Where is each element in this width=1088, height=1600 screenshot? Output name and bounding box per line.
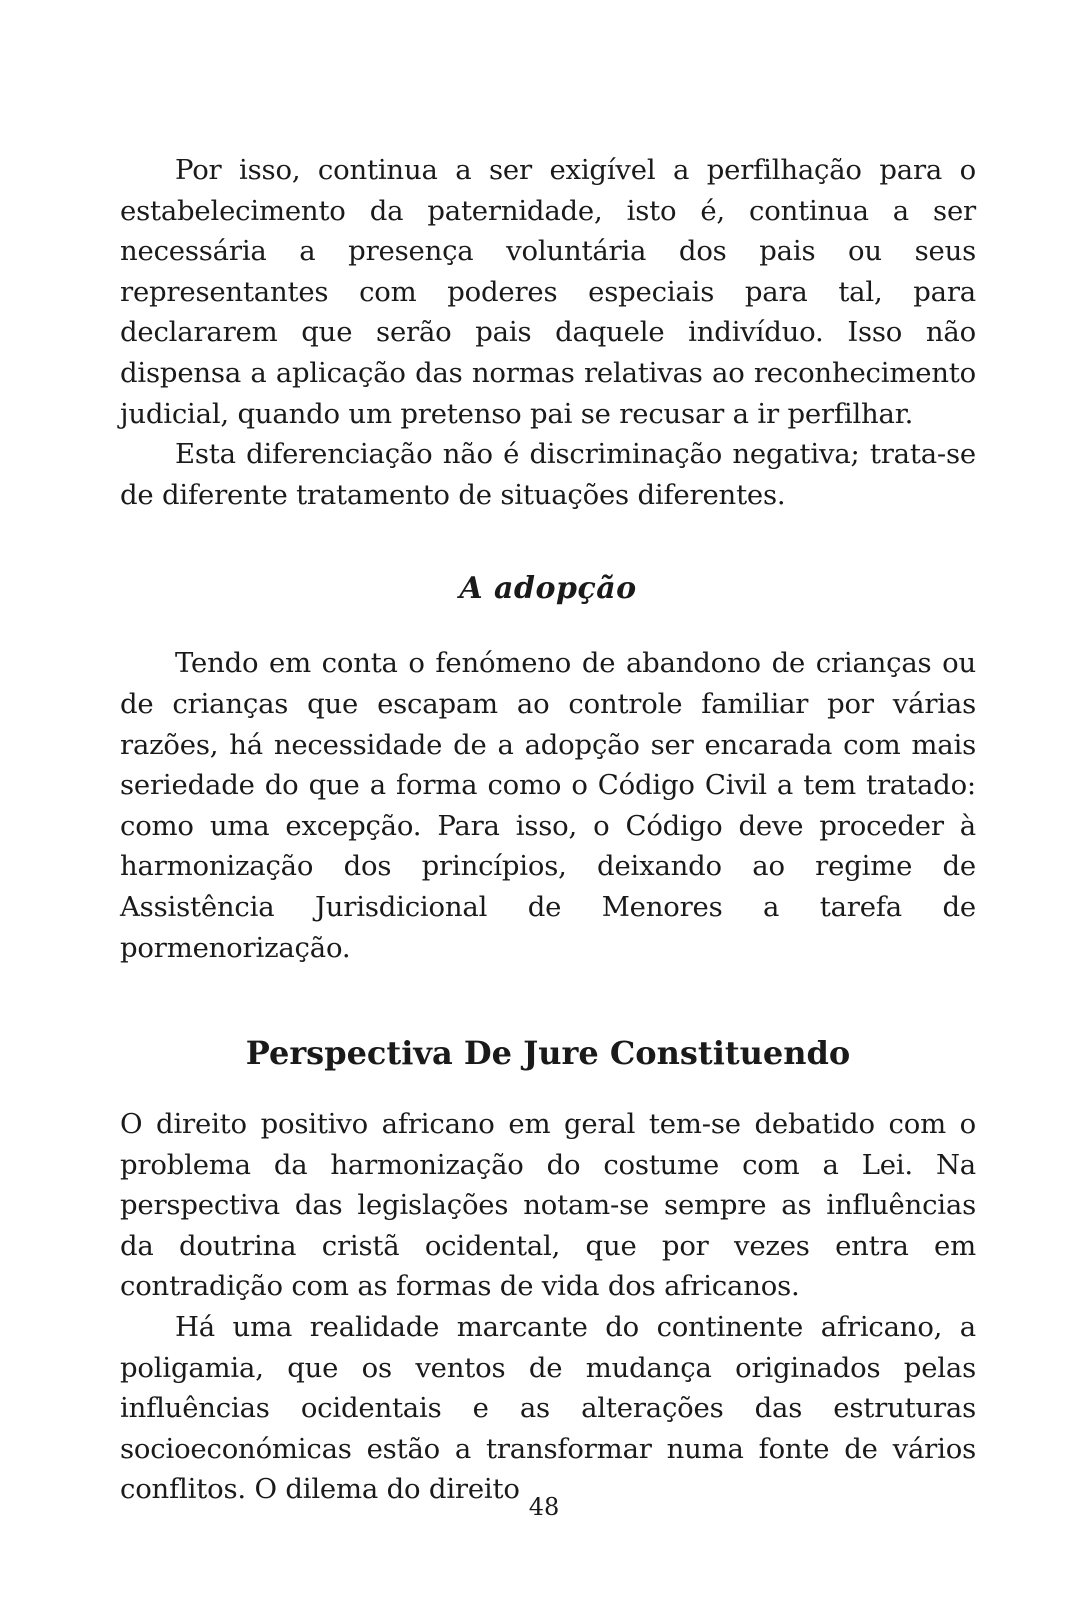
page-number: 48 bbox=[528, 1493, 560, 1521]
section-title: Perspectiva De Jure Constituendo bbox=[245, 1034, 851, 1073]
page-body bbox=[120, 150, 976, 1510]
paragraph-adopcao: Tendo em conta o fenómeno de abandono de crianças ou de crianças que escapam ao controle familiar por várias razões, há necessidade de a adopção ser encarada com mais seriedade do que a forma como o Código Civil a tem tratado: como uma excepção. Para isso, o Código deve proceder à harmonização dos princípios, deixando ao regime de Assistência Jurisdicional de Menores a tarefa de pormenorização. bbox=[120, 647, 976, 964]
paragraph-poligamia: Há uma realidade marcante do continente africano, a poligamia, que os ventos de mudança originados pelas influências ocidentais e as alterações das estruturas socioeconómicas estão a transformar numa fonte de vários conflitos. O dilema do direito bbox=[120, 1311, 976, 1506]
paragraph-diferenciacao: Esta diferenciação não é discriminação negativa; trata-se de diferente tratamento de situações diferentes. bbox=[120, 438, 976, 511]
subheading-adopcao: A adopção bbox=[459, 571, 637, 607]
paragraph-perfilhacao: Por isso, continua a ser exigível a perfilhação para o estabelecimento da paternidade, isto é, continua a ser necessária a presença voluntária dos pais ou seus representantes com poderes especiais para tal, para declararem que serão pais daquele indivíduo. Isso não dispensa a aplicação das normas relativas ao reconhecimento judicial, quando um pretenso pai se recusar a ir perfilhar. bbox=[120, 154, 976, 430]
paragraph-direito-positivo: O direito positivo africano em geral tem-se debatido com o problema da harmonização do costume com a Lei. Na perspectiva das legislações notam-se sempre as influências da doutrina cristã ocidental, que por vezes entra em contradição com as formas de vida dos africanos. bbox=[120, 1108, 976, 1303]
